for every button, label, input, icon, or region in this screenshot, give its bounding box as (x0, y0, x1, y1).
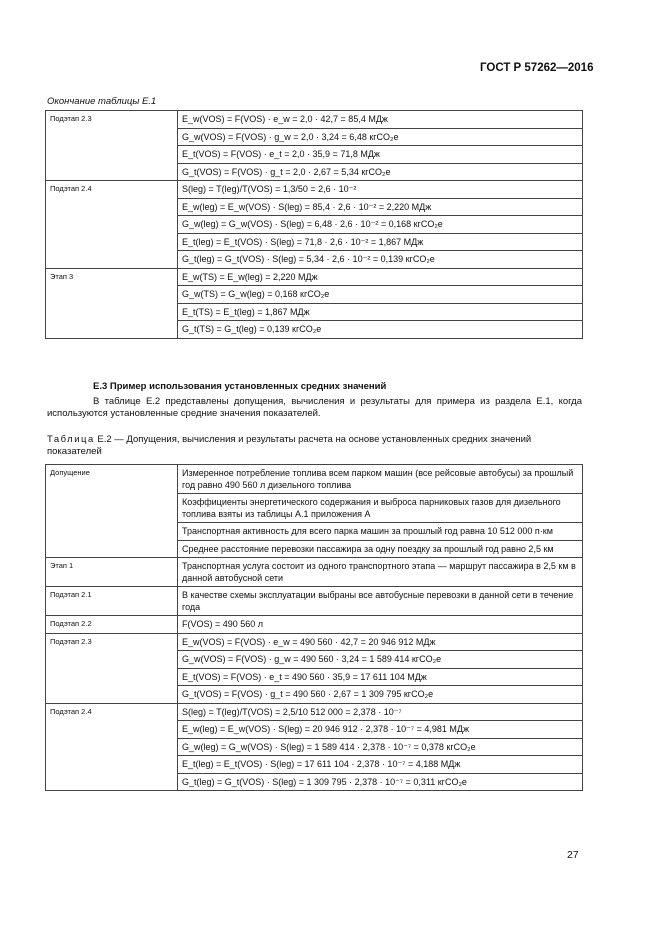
table-cell: Транспортная активность для всего парка машин за прошлый год равна 10 512 000 п·км (178, 523, 583, 541)
table-row (46, 111, 583, 129)
row-group-label: Подэтап 2.4 (46, 703, 178, 791)
table-cell: Коэффициенты энергетического содержания и выброса парниковых газов для дизельного топлива взяты из таблицы А.1 приложения А (178, 494, 583, 523)
table-cell: Измеренное потребление топлива всем парком машин (все рейсовые автобусы) за прошлый год равно 490 560 л дизельного топлива (178, 465, 583, 494)
row-group-label: Подэтап 2.4 (46, 181, 178, 269)
table-cell: E_w(leg) = E_w(VOS) · S(leg) = 20 946 912 · 2,378 · 10⁻⁷ = 4,981 МДж (178, 721, 583, 739)
table-cell: В качестве схемы эксплуатации выбраны все автобусные перевозки в данной сети в течение года (178, 587, 583, 616)
table-cell: E_w(VOS) = F(VOS) · e_w = 2,0 · 42,7 = 85,4 МДж (178, 111, 583, 129)
row-group-label: Подэтап 2.2 (46, 616, 178, 634)
table-cell: G_w(leg) = G_w(VOS) · S(leg) = 1 589 414 · 2,378 · 10⁻⁷ = 0,378 кгCO₂e (178, 738, 583, 756)
table-cell: E_t(VOS) = F(VOS) · e_t = 2,0 · 35,9 = 71,8 МДж (178, 146, 583, 164)
row-group-label: Подэтап 2.3 (46, 633, 178, 703)
table-row (46, 181, 583, 199)
table-cell: E_w(leg) = E_w(VOS) · S(leg) = 85,4 · 2,6 · 10⁻² = 2,220 МДж (178, 198, 583, 216)
table-cell: G_t(TS) = G_t(leg) = 0,139 кгCO₂e (178, 321, 583, 339)
row-group-label: Этап 1 (46, 558, 178, 587)
table-cell: F(VOS) = 490 560 л (178, 616, 583, 634)
table-continuation-caption: Окончание таблицы Е.1 (47, 96, 157, 107)
table-caption (47, 434, 582, 458)
table-cell: G_w(TS) = G_w(leg) = 0,168 кгCO₂e (178, 286, 583, 304)
caption-text: Е.2 — Допущения, вычисления и результаты расчета на основе установленных средних значений показателей (47, 434, 532, 457)
table-row (46, 633, 583, 651)
table-cell: E_w(VOS) = F(VOS) · e_w = 490 560 · 42,7 = 20 946 912 МДж (178, 633, 583, 651)
table-cell: E_t(TS) = E_t(leg) = 1,867 МДж (178, 303, 583, 321)
table-cell: G_t(leg) = G_t(VOS) · S(leg) = 1 309 795 · 2,378 · 10⁻⁷ = 0,311 кгCO₂e (178, 773, 583, 791)
table-row (46, 558, 583, 587)
table-cell: G_t(VOS) = F(VOS) · g_t = 490 560 · 2,67 = 1 309 795 кгCO₂e (178, 686, 583, 704)
table-cell: Среднее расстояние перевозки пассажира за одну поездку за прошлый год равно 2,5 км (178, 540, 583, 558)
table-cell: E_w(TS) = E_w(leg) = 2,220 МДж (178, 268, 583, 286)
table-cell: E_t(leg) = E_t(VOS) · S(leg) = 71,8 · 2,6 · 10⁻² = 1,867 МДж (178, 233, 583, 251)
table-cell: E_t(leg) = E_t(VOS) · S(leg) = 17 611 104 · 2,378 · 10⁻⁷ = 4,188 МДж (178, 756, 583, 774)
row-group-label: Подэтап 2.1 (46, 587, 178, 616)
row-group-label: Подэтап 2.3 (46, 111, 178, 181)
page-number: 27 (567, 849, 579, 861)
section-heading: Е.3 Пример использования установленных средних значений (93, 381, 387, 392)
row-group-label: Допущение (46, 465, 178, 558)
table-cell: G_w(VOS) = F(VOS) · g_w = 2,0 · 3,24 = 6,48 кгCO₂e (178, 128, 583, 146)
table-cell: S(leg) = T(leg)/T(VOS) = 2,5/10 512 000 = 2,378 · 10⁻⁷ (178, 703, 583, 721)
table-cell: Транспортная услуга состоит из одного транспортного этапа — маршрут пассажира в 2,5 км в данной автобусной сети (178, 558, 583, 587)
table-e2 (45, 464, 583, 791)
document-header: ГОСТ Р 57262—2016 (480, 62, 594, 74)
table-cell: G_w(VOS) = F(VOS) · g_w = 490 560 · 3,24 = 1 589 414 кгCO₂e (178, 651, 583, 669)
body-paragraph: В таблице Е.2 представлены допущения, вычисления и результаты для примера из раздела Е.1, когда используются установленные средние значения показателей. (47, 396, 582, 419)
table-cell: S(leg) = T(leg)/T(VOS) = 1,3/50 = 2,6 · 10⁻² (178, 181, 583, 199)
table-row (46, 616, 583, 634)
caption-label: Таблица (47, 434, 95, 445)
table-row (46, 268, 583, 286)
table-cell: G_w(leg) = G_w(VOS) · S(leg) = 6,48 · 2,6 · 10⁻² = 0,168 кгCO₂e (178, 216, 583, 234)
table-e1-end (45, 110, 583, 339)
table-row (46, 465, 583, 494)
table-row (46, 587, 583, 616)
table-cell: G_t(VOS) = F(VOS) · g_t = 2,0 · 2,67 = 5,34 кгCO₂e (178, 163, 583, 181)
table-cell: G_t(leg) = G_t(VOS) · S(leg) = 5,34 · 2,6 · 10⁻² = 0,139 кгCO₂e (178, 251, 583, 269)
row-group-label: Этап 3 (46, 268, 178, 338)
table-row (46, 703, 583, 721)
table-cell: E_t(VOS) = F(VOS) · e_t = 490 560 · 35,9 = 17 611 104 МДж (178, 668, 583, 686)
